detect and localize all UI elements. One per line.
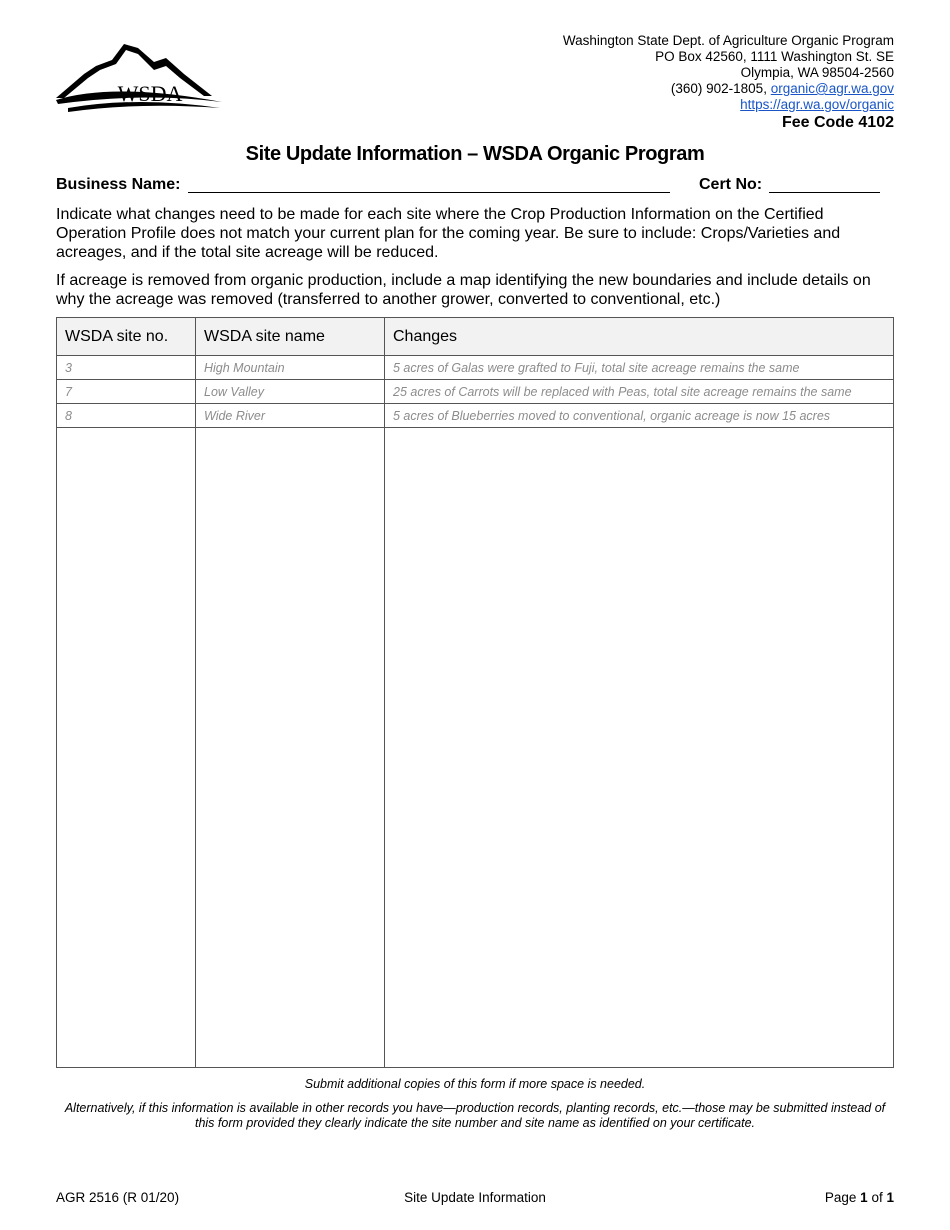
site-name-cell[interactable]: Wide River: [196, 404, 385, 428]
agency-address: [563, 33, 894, 132]
page-total: 1: [886, 1190, 894, 1205]
site-name-entry-area[interactable]: [196, 428, 385, 1068]
phone-number: (360) 902-1805,: [670, 81, 767, 96]
business-name-input[interactable]: [188, 192, 670, 193]
footer-title: Site Update Information: [404, 1190, 546, 1205]
page-label: Page: [824, 1190, 857, 1205]
table-header-row: [57, 318, 894, 356]
logo-text: WSDA: [117, 81, 183, 106]
site-no-cell[interactable]: 8: [57, 404, 196, 428]
cert-no-input[interactable]: [769, 192, 880, 193]
changes-entry-area[interactable]: [385, 428, 894, 1068]
site-changes-table: [56, 317, 894, 1068]
changes-cell[interactable]: 5 acres of Blueberries moved to conventional, organic acreage is now 15 acres: [385, 404, 894, 428]
column-header-changes: Changes: [385, 318, 894, 356]
instructions-paragraph: Indicate what changes need to be made for each site where the Crop Production Information on the Certified Operation Profile does not match your current plan for the coming year. Be sure to include: Crops/Varieties and acreages, and if the total site acreage will be reduced.: [56, 206, 841, 261]
site-no-entry-area[interactable]: [57, 428, 196, 1068]
cert-no-label: Cert No:: [699, 176, 763, 193]
website-link[interactable]: https://agr.wa.gov/organic: [740, 97, 894, 112]
example-row: [57, 404, 894, 428]
site-no-cell[interactable]: 3: [57, 356, 196, 380]
changes-cell[interactable]: 25 acres of Carrots will be replaced with Peas, total site acreage remains the same: [385, 380, 894, 404]
address-line: PO Box 42560, 1111 Washington St. SE: [655, 49, 894, 64]
address-line: Washington State Dept. of Agriculture Organic Program: [562, 33, 894, 48]
page-number: [825, 1190, 894, 1205]
contact-line: [563, 81, 894, 97]
site-no-cell[interactable]: 7: [57, 380, 196, 404]
blank-entry-row: [57, 428, 894, 1068]
form-id: AGR 2516 (R 01/20): [56, 1190, 180, 1205]
changes-cell[interactable]: 5 acres of Galas were grafted to Fuji, total site acreage remains the same: [385, 356, 894, 380]
address-line: Olympia, WA 98504-2560: [740, 65, 894, 80]
column-header-site-name: WSDA site name: [196, 318, 385, 356]
fee-code: Fee Code 4102: [781, 114, 894, 131]
email-link[interactable]: organic@agr.wa.gov: [770, 81, 894, 96]
acreage-removal-paragraph: If acreage is removed from organic production, include a map identifying the new boundaries and include details on why the acreage was removed (transferred to another grower, converted to conventional, etc.): [56, 272, 871, 308]
wsda-logo: [54, 38, 224, 114]
page-title: Site Update Information – WSDA Organic Program: [245, 143, 705, 165]
page-of: of: [871, 1190, 883, 1205]
site-name-cell[interactable]: High Mountain: [196, 356, 385, 380]
site-name-cell[interactable]: Low Valley: [196, 380, 385, 404]
business-name-label: Business Name:: [56, 176, 181, 193]
example-row: [57, 380, 894, 404]
alternative-records-note: Alternatively, if this information is available in other records you have—production records, planting records, etc.—those may be submitted instead of this form provided they clearly indicate the site number and site name as identified on your certificate.: [64, 1101, 886, 1130]
page-current: 1: [860, 1190, 868, 1205]
column-header-site-no: WSDA site no.: [57, 318, 196, 356]
example-row: [57, 356, 894, 380]
additional-copies-note: Submit additional copies of this form if more space is needed.: [304, 1077, 646, 1091]
